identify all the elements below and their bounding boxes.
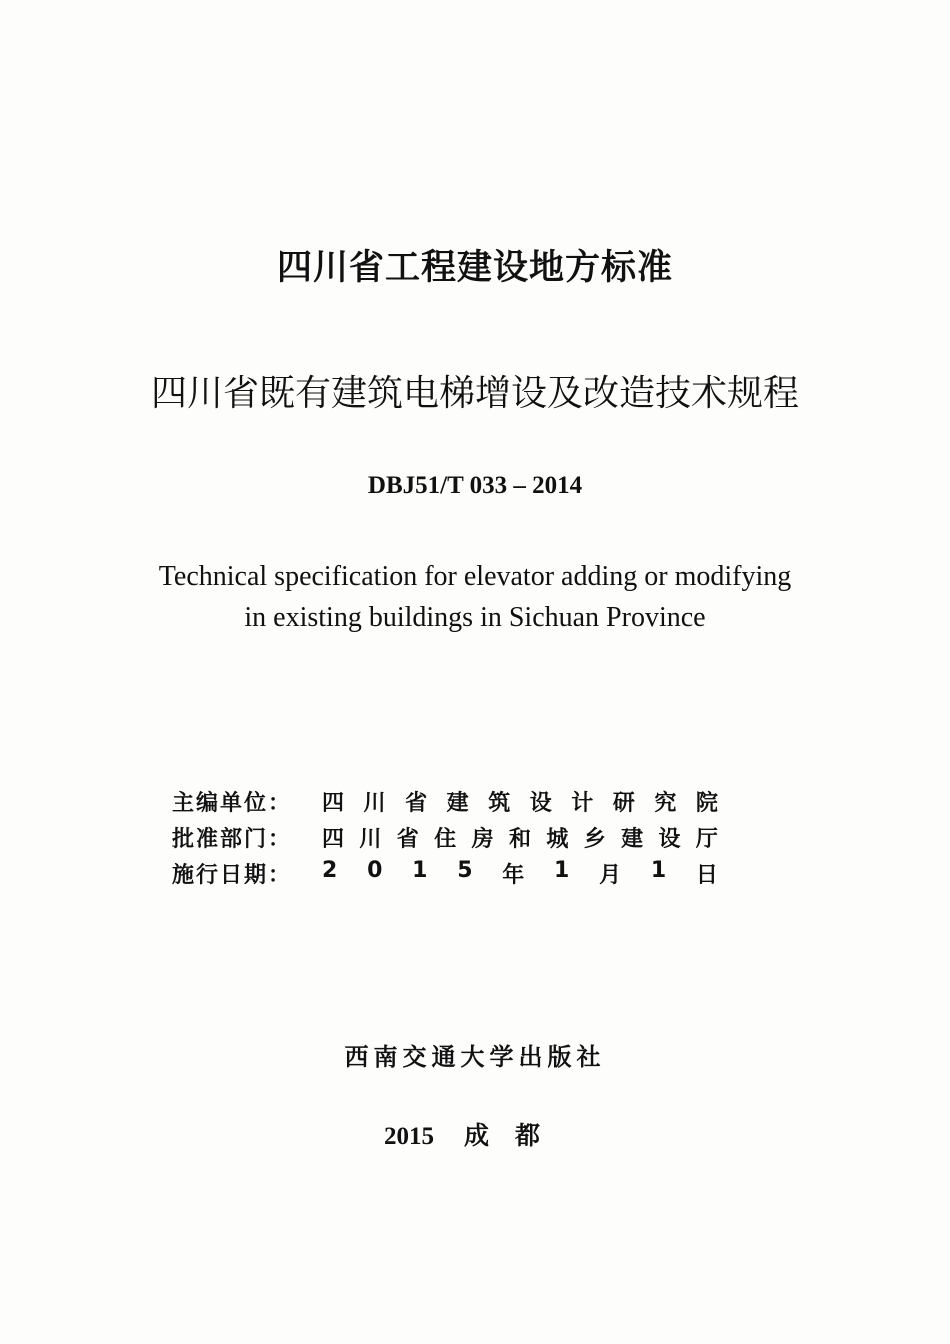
- standard-series: 四川省工程建设地方标准: [276, 248, 673, 288]
- info-value-char: 四: [322, 826, 345, 852]
- publication-year: 2015: [383, 1123, 434, 1150]
- info-value-char: 四: [322, 790, 345, 816]
- info-value-char: 1: [412, 857, 428, 883]
- info-label: 施行日期：: [172, 862, 293, 888]
- info-value-char: 年: [502, 862, 525, 888]
- title-english-line-2: in existing buildings in Sichuan Province: [244, 602, 706, 633]
- info-value-char: 和: [508, 826, 531, 852]
- info-value-char: 0: [367, 857, 383, 883]
- info-row-editor: [172, 783, 718, 819]
- info-value-char: 川: [363, 790, 386, 816]
- info-value: [322, 858, 718, 889]
- info-value-char: 月: [599, 862, 622, 888]
- info-value-char: 住: [434, 826, 457, 852]
- title-english-line-1: Technical specification for elevator adding or modifying: [158, 561, 792, 592]
- info-value-char: 设: [658, 826, 681, 852]
- info-block: [172, 783, 718, 891]
- info-value-char: 省: [405, 790, 428, 816]
- info-value-char: 研: [612, 790, 635, 816]
- info-value-char: 建: [621, 826, 644, 852]
- info-label: 主编单位：: [172, 790, 293, 816]
- publication-place: [0, 1116, 950, 1152]
- info-value-char: 川: [359, 826, 382, 852]
- info-value-char: 院: [695, 790, 718, 816]
- info-value-char: 究: [654, 790, 677, 816]
- info-value-char: 5: [457, 857, 473, 883]
- info-value-char: 乡: [583, 826, 606, 852]
- info-row-approver: [172, 819, 718, 855]
- info-label: 批准部门：: [172, 826, 293, 852]
- info-value-char: 1: [650, 857, 667, 883]
- info-value-char: 厅: [695, 826, 718, 852]
- document-title-english: [0, 556, 950, 638]
- info-row-effective-date: [172, 855, 718, 891]
- info-value-char: 1: [554, 857, 570, 883]
- info-value-char: 设: [529, 790, 552, 816]
- info-value: [322, 786, 718, 817]
- info-value-char: 筑: [488, 790, 511, 816]
- info-value-char: 日: [695, 862, 718, 888]
- publisher: 西南交通大学出版社: [344, 1043, 606, 1071]
- info-value-char: 城: [546, 826, 569, 852]
- info-value: [322, 822, 718, 853]
- standard-code: DBJ51/T 033 – 2014: [367, 472, 583, 499]
- info-value-char: 房: [471, 826, 494, 852]
- publication-city: 成都: [463, 1121, 566, 1150]
- info-value-char: 2: [322, 857, 338, 883]
- document-title-chinese: 四川省既有建筑电梯增设及改造技术规程: [150, 373, 799, 414]
- info-value-char: 计: [571, 790, 594, 816]
- info-value-char: 省: [396, 826, 419, 852]
- info-value-char: 建: [446, 790, 469, 816]
